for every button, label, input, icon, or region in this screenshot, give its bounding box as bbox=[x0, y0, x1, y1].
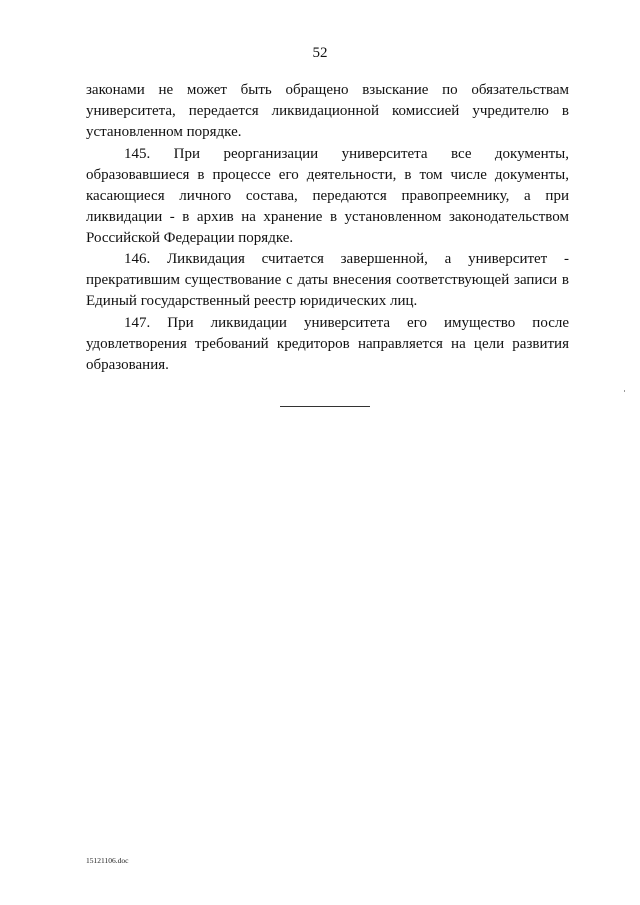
footer-filename: 15121106.doc bbox=[86, 856, 129, 865]
scan-artifact bbox=[624, 390, 625, 392]
page-number: 52 bbox=[312, 45, 328, 61]
paragraph-146: 146. Ликвидация считается завершенной, а университет - прекратившим существование с даты внесения соответствующей записи в Единый государственный реестр юридических лиц. bbox=[86, 251, 569, 309]
paragraph-continuation: законами не может быть обращено взыскание по обязательствам университета, передается ликвидационной комиссией учредителю в установленном порядке. bbox=[86, 82, 569, 140]
document-body bbox=[86, 80, 569, 376]
end-separator-line bbox=[280, 406, 370, 407]
paragraph-145: 145. При реорганизации университета все документы, образовавшиеся в процессе его деятельности, в том числе документы, касающиеся личного состава, передаются правопреемнику, а при ликвидации - в архив на хранение в установленном законодательством Российской Федерации порядке. bbox=[86, 145, 569, 246]
paragraph-147: 147. При ликвидации университета его имущество после удовлетворения требований кредиторов направляется на цели развития образования. bbox=[86, 314, 569, 373]
